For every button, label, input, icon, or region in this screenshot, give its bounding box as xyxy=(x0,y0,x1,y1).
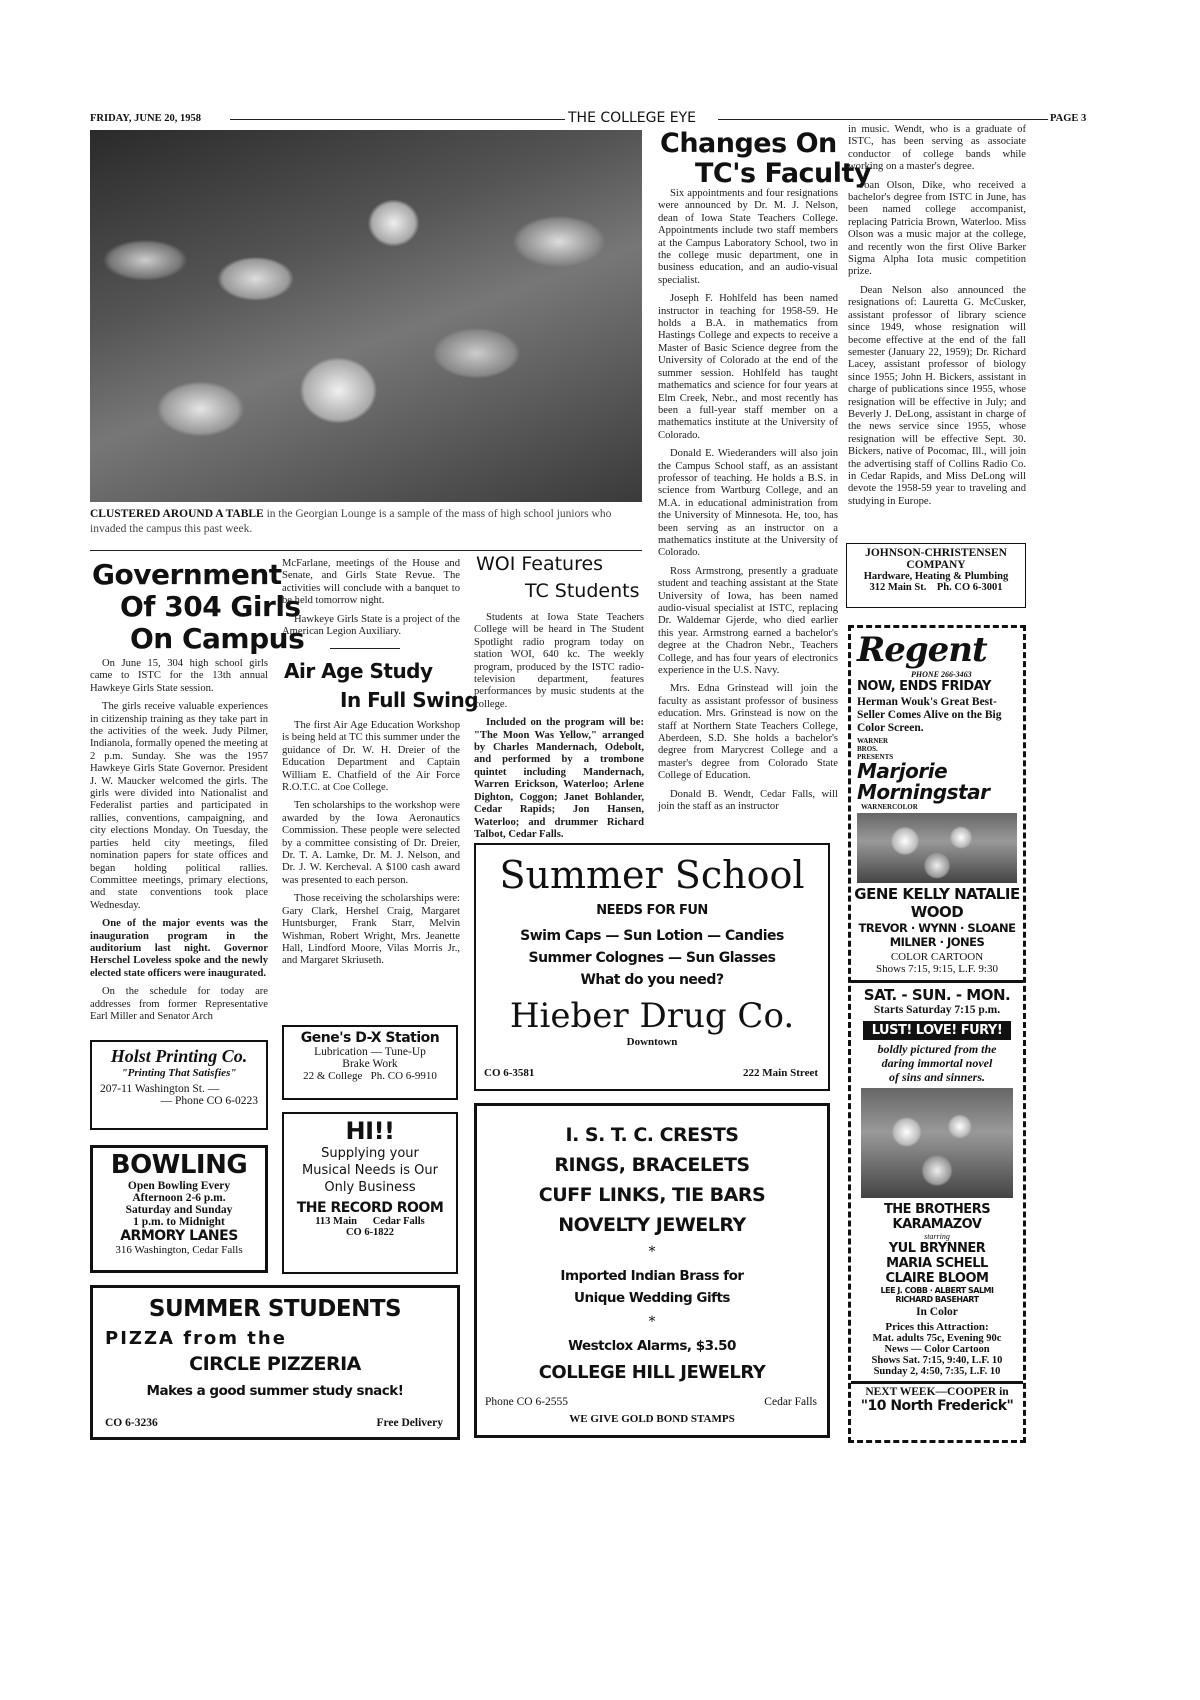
photo-caption xyxy=(90,507,642,537)
ad-bowling-addr: 316 Washington, Cedar Falls xyxy=(115,1244,243,1256)
faculty-para: Donald E. Wiederanders will also join the Campus School staff, as an assistant professor of teaching. He holds a B.S. in science from Wartburg College, and an M.A. in educational administration from the University of Minnesota. He, too, has been serving as an instructor on a mathematics institute at the University of Colorado. xyxy=(658,448,838,559)
regent-star: GENE KELLY xyxy=(854,885,950,903)
masthead-page: PAGE 3 xyxy=(1050,113,1087,124)
regent-starts: Starts Saturday 7:15 p.m. xyxy=(873,1004,1001,1016)
ad-hieber-drug xyxy=(474,843,830,1091)
regent-costars: MILNER · JONES xyxy=(889,935,985,949)
regent-cast: LEE J. COBB · ALBERT SALMI xyxy=(880,1286,994,1295)
ad-johnson-christensen xyxy=(846,543,1026,608)
ad-hieber-sub: NEEDS FOR FUN xyxy=(596,903,708,918)
ad-bowling-line: Afternoon 2-6 p.m. xyxy=(132,1192,226,1204)
regent-film-2: KARAMAZOV xyxy=(892,1217,982,1232)
regent-cast: MARIA SCHELL xyxy=(886,1256,988,1271)
regent-mat: Mat. adults 75c, Evening 90c xyxy=(872,1333,1002,1344)
girls-para: On the schedule for today are addresses from former Representative Earl Miller and Senator Arch xyxy=(90,986,268,1022)
ad-genes-phone: Ph. CO 6-9910 xyxy=(370,1070,437,1082)
ad-genes-line: Lubrication — Tune-Up xyxy=(314,1046,426,1058)
ad-record-line: Only Business xyxy=(324,1180,416,1195)
masthead-date: FRIDAY, JUNE 20, 1958 xyxy=(90,113,201,124)
girls-para: The girls receive valuable experiences in citizenship training as they take part in the activities of the week. Judy Pilmer, Indianola, formally opened the meeting at 2 p.m. Sunday. She was the 1957 Hawkeye Girls State Governor. President J. W. Maucker welcomed the girls. The girls were divided into Nationalist and Federalist parties and participated in rallies, conventions, campaigning, and city elections Monday. On Tuesday, the parties held city meetings, filed nomination papers for state offices and began holding political rallies. Committee meetings, primary elections, and state conventions took place Wednesday. xyxy=(90,701,268,911)
airage-para: The first Air Age Education Workshop is being held at TC this summer under the guidance of Dr. W. H. Dreier of the Education Department and Captain William E. Chatfield of the Air Force R.O.T.C. at Coe College. xyxy=(282,720,460,794)
regent-poster-1 xyxy=(857,813,1017,883)
regent-next-film: "10 North Frederick" xyxy=(860,1398,1014,1414)
ad-record-room xyxy=(282,1112,458,1274)
regent-now: NOW, ENDS FRIDAY xyxy=(857,679,991,694)
regent-cast: RICHARD BASEHART xyxy=(895,1295,979,1304)
regent-phone: PHONE 266-3463 xyxy=(911,670,972,679)
ad-holst-addr: 207-11 Washington St. — xyxy=(100,1083,220,1095)
airage-para: Ten scholarships to the workshop were awarded by the Iowa Aeronautics Commission. These people were selected by a committee consisting of Dr. Dreier, Dr. T. A. Lamke, Dr. M. J. Nelson, and Dr. J. W. Kercheval. A $100 cash award was presented to each person. xyxy=(282,800,460,886)
faculty-para: Dean Nelson also announced the resignations of: Lauretta G. McCusker, assistant professor of library science since 1949, whose resignation will become effective at the end of the fall semester (January 22, 1959); Dr. Richard Lacey, assistant professor of biology since 1955; John H. Bickers, assistant in charge of publications since 1955, whose resignation will be effective in July; and Beverly J. DeLong, assistant in charge of the news service since 1955, whose resignation will be effective Sept. 30. Bickers, native of Pocomac, Ill., will join the advertising staff of Collins Radio Co. in Cedar Rapids, and Miss DeLong will devote the 1958-59 year to traveling and studying in Europe. xyxy=(848,284,1026,507)
ad-bowling-line: Saturday and Sunday xyxy=(125,1204,233,1216)
ad-jewelry-line: CUFF LINKS, TIE BARS xyxy=(538,1184,766,1206)
ad-johnson-line: Hardware, Heating & Plumbing xyxy=(863,571,1009,582)
ad-jewelry-line: I. S. T. C. CRESTS xyxy=(565,1124,739,1146)
ad-jewelry-line: Imported Indian Brass for xyxy=(560,1268,744,1284)
faculty-headline-1: Changes On xyxy=(660,128,837,159)
ad-circle-pizzeria xyxy=(90,1285,460,1440)
ad-pizza-phone: CO 6-3236 xyxy=(105,1417,158,1429)
ad-johnson-phone: Ph. CO 6-3001 xyxy=(936,582,1003,593)
ad-jewelry-name: COLLEGE HILL JEWELRY xyxy=(538,1362,766,1383)
ad-record-line: Supplying your xyxy=(321,1146,419,1161)
photo-caption-bold: CLUSTERED AROUND A TABLE xyxy=(90,508,264,520)
ad-genes-title: Gene's D-X Station xyxy=(300,1030,440,1046)
regent-tagline: of sins and sinners. xyxy=(888,1070,986,1084)
ad-hieber-title: Summer School xyxy=(499,853,805,897)
girls-column-1 xyxy=(90,658,268,1029)
ad-pizza-name: CIRCLE PIZZERIA xyxy=(189,1353,361,1375)
regent-shows-2: Shows Sat. 7:15, 9:40, L.F. 10 xyxy=(871,1355,1003,1366)
ad-jewelry-city: Cedar Falls xyxy=(764,1396,817,1408)
regent-sunday: Sunday 2, 4:50, 7:35, L.F. 10 xyxy=(873,1366,1001,1377)
regent-starring: starring xyxy=(924,1232,950,1241)
airage-body xyxy=(282,720,460,974)
faculty-para: Donald B. Wendt, Cedar Falls, will join the staff as an instructor xyxy=(658,788,838,813)
girls-headline-2: Of 304 Girls xyxy=(120,590,301,623)
ad-jewelry-line: Westclox Alarms, $3.50 xyxy=(568,1338,736,1354)
regent-presents: WARNER BROS. PRESENTS xyxy=(857,737,894,761)
regent-banner: LUST! LOVE! FURY! xyxy=(863,1021,1011,1040)
regent-sat: SAT. - SUN. - MON. xyxy=(863,986,1011,1004)
ad-jewelry-star: * xyxy=(648,1244,656,1260)
girls-headline-3: On Campus xyxy=(130,622,305,655)
regent-news: News — Color Cartoon xyxy=(884,1344,990,1355)
faculty-para: Mrs. Edna Grinstead will join the faculty as assistant professor of business education. Mrs. Grinstead is now on the staff at Northern State Teachers College, Aberdeen, S.D. She holds a bachelor's degree from Marycrest College and a master's degree from Colorado State College of Education. xyxy=(658,683,838,782)
regent-cast: YUL BRYNNER xyxy=(888,1241,986,1256)
ad-pizza-title: SUMMER STUDENTS xyxy=(148,1296,402,1322)
faculty-para: Joseph F. Hohlfeld has been named instructor in teaching for 1958-59. He holds a B.A. in mathematics from Hastings College and expects to receive a Master of Basic Science degree from the University of Colorado at the end of the summer session. Hohlfeld has taught mathematics and science for four years at Elm Creek, Nebr., and most recently has been a full-year staff member on a mathematics institute at the University of Colorado. xyxy=(658,293,838,441)
ad-hieber-line: Swim Caps — Sun Lotion — Candies xyxy=(520,928,784,944)
masthead-title: THE COLLEGE EYE xyxy=(568,110,697,126)
faculty-column-1 xyxy=(658,188,838,820)
regent-logo: Regent xyxy=(857,630,987,670)
girls-para: Hawkeye Girls State is a project of the American Legion Auxiliary. xyxy=(282,613,460,638)
ad-record-addr: 113 Main xyxy=(315,1216,357,1227)
faculty-para: Joan Olson, Dike, who received a bachelor's degree from ISTC in June, has been named college accompanist, replacing Patricia Brown, Waterloo. Miss Olson was a music major at the college, and recently won the first Olive Barker Sigma Alpha Iota music competition prize. xyxy=(848,179,1026,278)
airage-headline-2: In Full Swing xyxy=(340,688,479,712)
faculty-para: Six appointments and four resignations were announced by Dr. M. J. Nelson, dean of Iowa State Teachers College. Appointments include two staff members at the Campus Laboratory School, two in the college music department, one in business education, and an audio-visual specialist. xyxy=(658,188,838,286)
girls-para: McFarlane, meetings of the House and Senate, and Girls State Revue. The activities will conclude with a banquet to be held tomorrow night. xyxy=(282,558,460,607)
regent-poster-2 xyxy=(861,1088,1013,1198)
regent-cartoon: COLOR CARTOON xyxy=(890,951,984,963)
faculty-headline-2: TC's Faculty xyxy=(695,158,872,189)
news-photo xyxy=(90,130,642,502)
ad-jewelry-line: RINGS, BRACELETS xyxy=(554,1154,750,1176)
regent-star: NATALIE WOOD xyxy=(910,885,1020,921)
ad-holst-printing xyxy=(90,1040,268,1130)
ad-record-phone: CO 6-1822 xyxy=(345,1227,395,1238)
ad-genes-line: Brake Work xyxy=(342,1058,398,1070)
regent-next: NEXT WEEK—COOPER in xyxy=(865,1386,1009,1398)
ad-pizza-line: PIZZA from the xyxy=(105,1328,287,1349)
regent-desc: Herman Wouk's Great Best-Seller Comes Alive on the Big Color Screen. xyxy=(857,696,1002,734)
ad-jewelry-line: Unique Wedding Gifts xyxy=(574,1290,730,1306)
regent-incolor: In Color xyxy=(916,1306,958,1318)
ad-johnson-name: JOHNSON-CHRISTENSEN xyxy=(865,547,1007,559)
ad-record-name: THE RECORD ROOM xyxy=(296,1200,444,1216)
ad-jewelry-phone: Phone CO 6-2555 xyxy=(485,1396,569,1408)
ad-jewelry-stamps: WE GIVE GOLD BOND STAMPS xyxy=(569,1413,735,1425)
ad-record-title: HI!! xyxy=(345,1117,395,1145)
ad-bowling-line: Open Bowling Every xyxy=(127,1180,231,1192)
airage-para: Those receiving the scholarships were: Gary Clark, Hershel Craig, Margaret Huntsburger, Frank Starr, Melvin Wishman, Robert Wright, Mrs. Jeanette Hall, Lindford Moore, Vilas Morris Jr., and Margaret Skriuseth. xyxy=(282,893,460,967)
woi-headline-2: TC Students xyxy=(525,580,640,602)
ad-hieber-addr: 222 Main Street xyxy=(743,1067,818,1079)
regent-film-2: THE BROTHERS xyxy=(883,1202,991,1217)
ad-holst-slogan: "Printing That Satisfies" xyxy=(121,1067,237,1079)
ad-hieber-loc: Downtown xyxy=(626,1036,678,1048)
ad-bowling-name: ARMORY LANES xyxy=(120,1228,238,1244)
ad-holst-phone: — Phone CO 6-0223 xyxy=(160,1095,258,1107)
woi-headline-1: WOI Features xyxy=(476,553,604,575)
ad-hieber-line: What do you need? xyxy=(580,972,724,988)
ad-genes-addr: 22 & College xyxy=(303,1070,363,1082)
ad-hieber-name: Hieber Drug Co. xyxy=(509,996,795,1036)
ad-bowling-line: 1 p.m. to Midnight xyxy=(133,1216,225,1228)
airage-headline-1: Air Age Study xyxy=(284,659,433,683)
regent-tagline: boldly pictured from the xyxy=(877,1042,997,1056)
ad-bowling-title: BOWLING xyxy=(110,1150,248,1180)
ad-holst-name: Holst Printing Co. xyxy=(110,1046,248,1066)
ad-hieber-line: Summer Colognes — Sun Glasses xyxy=(528,950,776,966)
ad-pizza-delivery: Free Delivery xyxy=(376,1417,443,1429)
ad-johnson-addr: 312 Main St. xyxy=(869,582,927,593)
regent-tagline: daring immortal novel xyxy=(881,1056,993,1070)
regent-costars: TREVOR · WYNN · SLOANE xyxy=(858,921,1016,935)
faculty-column-2 xyxy=(848,124,1026,514)
girls-para: One of the major events was the inauguration program in the auditorium last night. Governor Herschel Loveless spoke and the newly elected state officers were inaugurated. xyxy=(90,918,268,979)
photo-caption-text: in the Georgian Lounge is a sample of the mass of high school juniors who invaded the campus this past week. xyxy=(90,508,612,535)
ad-regent-theater xyxy=(848,625,1026,1443)
regent-shows: Shows 7:15, 9:15, L.F. 9:30 xyxy=(876,963,998,975)
faculty-para: Ross Armstrong, presently a graduate student and teaching assistant at the State University of Iowa, has been named audio-visual specialist at ISTC, replacing Dr. Waldemar Gjerde, who died earlier this year. Armstrong earned a bachelor's degree at the Chadron Nebr., Teachers College, and has four years of electronics experience in the U.S. Navy. xyxy=(658,565,838,677)
regent-film-1: Marjorie Morningstar xyxy=(857,759,990,804)
ad-bowling xyxy=(90,1145,268,1273)
regent-color: WARNERCOLOR xyxy=(861,803,918,811)
woi-body xyxy=(474,612,644,847)
ad-genes-dx xyxy=(282,1025,458,1100)
girls-para: On June 15, 304 high school girls came to ISTC for the 13th annual Hawkeye Girls State session. xyxy=(90,658,268,694)
woi-para: Included on the program will be: "The Moon Was Yellow," arranged by Charles Mandernach, Odebolt, and performed by a trombone quintet including Mandernach, Warren Erickson, Waterloo; Arlene Dighton, Coggon; Janet Bohlander, Cedar Rapids; Jon Hansen, Waterloo; and drummer Richard Talbot, Cedar Falls. xyxy=(474,717,644,840)
regent-cast: CLAIRE BLOOM xyxy=(885,1271,989,1286)
ad-college-hill-jewelry xyxy=(474,1103,830,1438)
ad-jewelry-line: NOVELTY JEWELRY xyxy=(558,1214,746,1236)
ad-pizza-snack: Makes a good summer study snack! xyxy=(146,1383,404,1399)
faculty-para: in music. Wendt, who is a graduate of ISTC, has been serving as associate conductor of college bands while working on a master's degree. xyxy=(848,124,1026,173)
girls-headline-1: Government xyxy=(92,558,282,591)
woi-para: Students at Iowa State Teachers College will be heard in The Student Spotlight radio program today on station WOI, 640 kc. The weekly program, produced by the ISTC radio-television department, features performances by music students at the college. xyxy=(474,612,644,710)
ad-hieber-phone: CO 6-3581 xyxy=(484,1067,535,1079)
regent-prices: Prices this Attraction: xyxy=(885,1321,989,1333)
ad-jewelry-star: * xyxy=(648,1314,656,1330)
ad-johnson-company: COMPANY xyxy=(906,559,966,571)
ad-record-line: Musical Needs is Our xyxy=(302,1163,438,1178)
girls-column-2 xyxy=(282,558,460,644)
ad-record-city: Cedar Falls xyxy=(372,1216,425,1227)
